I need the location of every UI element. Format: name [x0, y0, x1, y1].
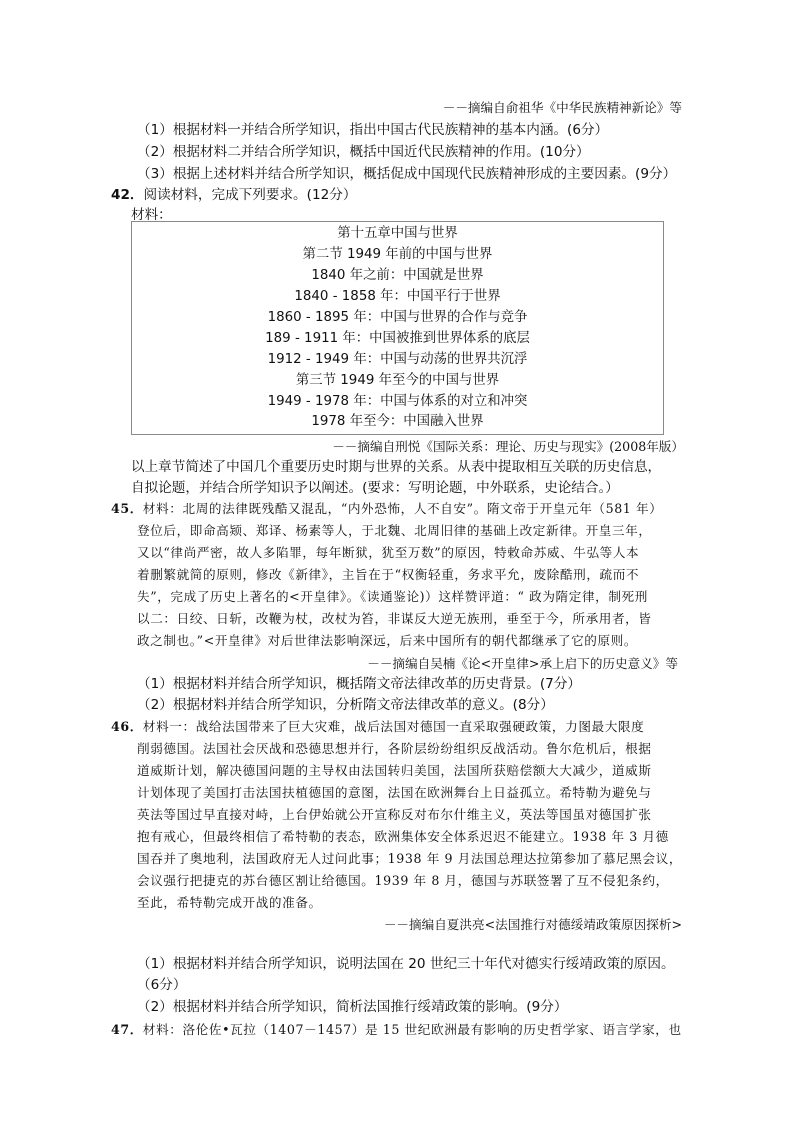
q42-task-line2: 自拟论题，并结合所学知识予以阐述。(要求：写明论题，中外联系，史论结合。） — [131, 480, 619, 496]
q41-source: －－摘编自俞祖华《中华民族精神新论》等 — [442, 100, 682, 115]
toc-line: 189 - 1911 年：中国被推到世界体系的底层 — [265, 331, 530, 346]
q42-number: 42． — [111, 187, 144, 203]
q46-para-line: 国吞并了奥地利，法国政府无人过问此事；1938 年 9 月法国总理达拉第参加了慕尼黑会议， — [137, 851, 683, 866]
q46-para-line: 削弱德国。法国社会厌战和恐德思想并行，各阶层纷纷组织反战活动。鲁尔危机后，根据 — [137, 741, 652, 756]
q45-para-line: 以二：日绞、日斩，改鞭为杖，改杖为笞，非谋反大逆无族刑，垂至于今，所承用者，皆 — [137, 611, 652, 626]
q42-heading — [111, 185, 356, 205]
q46-para-line: 计划体现了美国打击法国扶植德国的意图，法国在欧洲舞台上日益孤立。希特勒为避免与 — [137, 785, 652, 800]
q42-source: －－摘编自刑悦《国际关系：理论、历史与现实》(2008年版） — [332, 439, 684, 454]
q45-source: －－摘编自吴楠《论<开皇律>承上启下的历史意义》等 — [367, 656, 678, 671]
q46-para-line: 46．材料一：战给法国带来了巨大灾难，战后法国对德国一直采取强硬政策，力图最大限度 — [111, 719, 645, 734]
q47-para-line: 47．材料：洛伦佐•瓦拉（1407－1457）是 15 世纪欧洲最有影响的历史哲学家、语言学家，也 — [111, 1022, 682, 1037]
q42-toc-box — [131, 221, 664, 435]
q42-task-line1: 以上章节简述了中国几个重要历史时期与世界的关系。从表中提取相互关联的历史信息， — [131, 459, 662, 475]
toc-line: 1978 年至今：中国融入世界 — [311, 414, 484, 429]
q45-sub1: （1）根据材料并结合所学知识，概括隋文帝法律改革的历史背景。(7分） — [137, 676, 582, 692]
q46-para-line: 至此，希特勒完成开战的准备。 — [137, 895, 322, 910]
q42-title: 阅读材料，完成下列要求。(12分） — [143, 187, 357, 203]
q46-number: 46． — [111, 719, 143, 734]
toc-line: 第三节 1949 年至今的中国与世界 — [295, 373, 500, 388]
toc-line: 1949 - 1978 年：中国与体系的对立和冲突 — [267, 394, 528, 409]
toc-line: 第二节 1949 年前的中国与世界 — [302, 247, 493, 262]
q45-para-line: 登位后，即命高颎、郑译、杨素等人，于北魏、北周旧律的基础上改定新律。开皇三年， — [137, 523, 652, 538]
q46-sub1: （1）根据材料并结合所学知识，说明法国在 20 世纪三十年代对德实行绥靖政策的原因。 — [137, 956, 675, 972]
q47-number: 47． — [111, 1022, 143, 1037]
toc-line: 1840 - 1858 年：中国平行于世界 — [294, 289, 501, 304]
q41-sub1: （1）根据材料一并结合所学知识，指出中国古代民族精神的基本内涵。(6分） — [137, 122, 609, 138]
q46-para-line: 会议强行把捷克的苏台德区割让给德国。1939 年 8 月，德国与苏联签署了互不侵犯条约， — [137, 873, 669, 888]
q41-sub3: （3）根据上述材料并结合所学知识，概括促成中国现代民族精神形成的主要因素。(9分） — [137, 166, 677, 182]
q45-para-line: 45．材料：北周的法律既残酷又混乱，“内外恐怖，人不自安”。隋文帝于开皇元年（581 年） — [111, 501, 663, 516]
toc-line: 1912 - 1949 年：中国与动荡的世界共沉浮 — [267, 352, 528, 367]
q45-para-line: 失”，完成了历史上著名的<开皇律》。《读通鉴论)）这样赞评道：“ 政为隋定律，制死刑 — [137, 589, 648, 604]
q46-source: －－摘编自夏洪亮<法国推行对德绥靖政策原因探析> — [383, 917, 682, 932]
q46-para-line: 道威斯计划，解决德国问题的主导权由法国转归美国，法国所获赔偿额大大减少，道威斯 — [137, 763, 652, 778]
toc-line: 1860 - 1895 年：中国与世界的合作与竞争 — [267, 310, 528, 325]
q42-material-label: 材料： — [131, 207, 172, 223]
q46-para-line: 抱有戒心，但最终相信了希特勒的表态，欧洲集体安全体系迟迟不能建立。1938 年 3 月德 — [137, 829, 669, 844]
q41-sub2: （2）根据材料二并结合所学知识，概括中国近代民族精神的作用。(10分） — [137, 144, 590, 160]
q46-sub2: （2）根据材料并结合所学知识，简析法国推行绥靖政策的影响。(9分） — [137, 999, 568, 1015]
q45-para-line: 又以“律尚严密，故人多陷罪，每年断狱，犹至万数”的原因，特敕命苏威、牛弘等人本 — [137, 545, 640, 560]
q46-para-line: 英法等国过早直接对峙，上台伊始就公开宣称反对布尔什维主义，英法等国虽对德国扩张 — [137, 807, 652, 822]
q45-sub2: （2）根据材料并结合所学知识，分析隋文帝法律改革的意义。(8分） — [137, 697, 554, 713]
q45-para-line: 着删繁就简的原则，修改《新律》，主旨在于“权衡轻重，务求平允，废除酷刑，疏而不 — [137, 567, 640, 582]
toc-line: 第十五章中国与世界 — [337, 226, 458, 241]
q45-para-line: 政之制也。”<开皇律》对后世律法影响深远，后来中国所有的朝代都继承了它的原则。 — [137, 633, 638, 648]
toc-line: 1840 年之前：中国就是世界 — [311, 268, 484, 283]
q45-number: 45． — [111, 501, 143, 516]
q46-sub1-score: （6分） — [137, 977, 187, 993]
